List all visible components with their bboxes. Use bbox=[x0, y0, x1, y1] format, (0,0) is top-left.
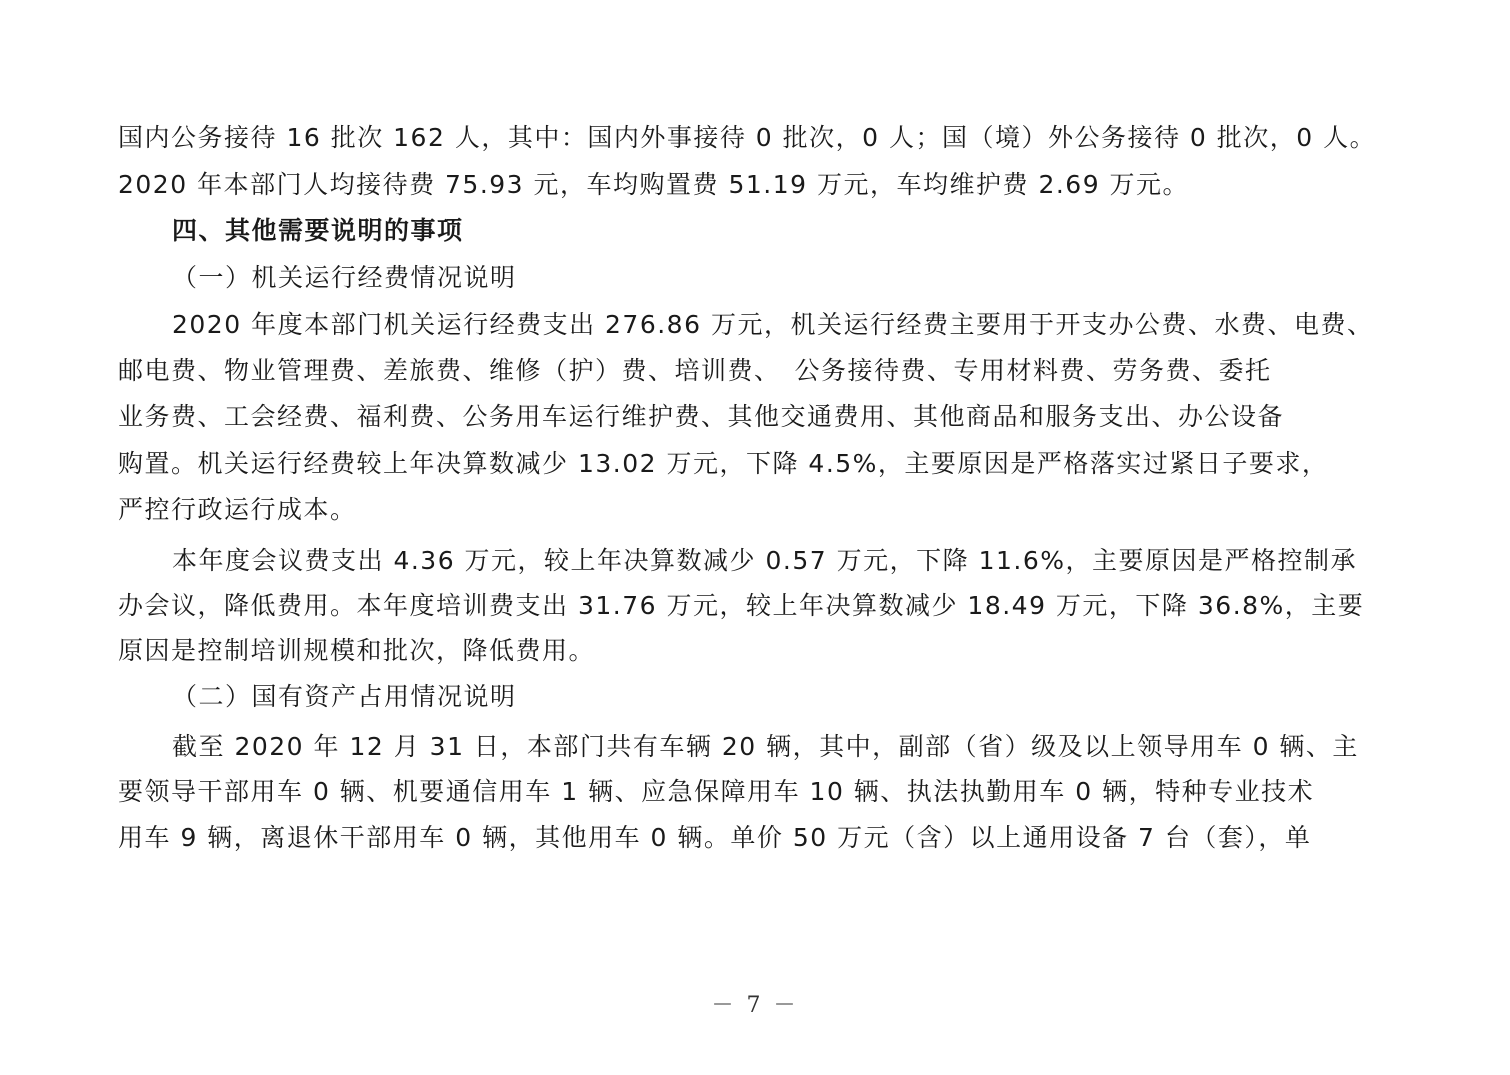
text-line: 原因是控制培训规模和批次，降低费用。 bbox=[118, 636, 596, 665]
text-line: 业务费、工会经费、福利费、公务用车运行维护费、其他交通费用、其他商品和服务支出、办公设备 bbox=[118, 402, 1285, 431]
text-line: 截至 2020 年 12 月 31 日，本部门共有车辆 20 辆，其中，副部（省）级及以上领导用车 0 辆、主 bbox=[172, 732, 1359, 761]
subsection-heading: （一）机关运行经费情况说明 bbox=[172, 263, 517, 292]
text-line: 严控行政运行成本。 bbox=[118, 495, 357, 524]
text-line: 本年度会议费支出 4.36 万元，较上年决算数减少 0.57 万元，下降 11.6%，主要原因是严格控制承 bbox=[172, 546, 1357, 575]
text-line: 邮电费、物业管理费、差旅费、维修（护）费、培训费、 公务接待费、专用材料费、劳务费、委托 bbox=[118, 356, 1272, 385]
text-line: 用车 9 辆，离退休干部用车 0 辆，其他用车 0 辆。单价 50 万元（含）以上通用设备 7 台（套），单 bbox=[118, 823, 1312, 852]
section-heading: 四、其他需要说明的事项 bbox=[172, 216, 464, 245]
subsection-heading: （二）国有资产占用情况说明 bbox=[172, 682, 517, 711]
text-line: 国内公务接待 16 批次 162 人，其中：国内外事接待 0 批次，0 人；国（境）外公务接待 0 批次，0 人。 bbox=[118, 123, 1377, 152]
text-line: 2020 年本部门人均接待费 75.93 元，车均购置费 51.19 万元，车均维护费 2.69 万元。 bbox=[118, 170, 1190, 199]
text-line: 购置。机关运行经费较上年决算数减少 13.02 万元，下降 4.5%，主要原因是严格落实过紧日子要求， bbox=[118, 449, 1329, 478]
text-line: 办会议，降低费用。本年度培训费支出 31.76 万元，较上年决算数减少 18.49 万元，下降 36.8%，主要 bbox=[118, 591, 1365, 620]
text-line: 要领导干部用车 0 辆、机要通信用车 1 辆、应急保障用车 10 辆、执法执勤用车 0 辆，特种专业技术 bbox=[118, 777, 1315, 806]
text-line: 2020 年度本部门机关运行经费支出 276.86 万元，机关运行经费主要用于开支办公费、水费、电费、 bbox=[172, 310, 1374, 339]
page-number: － 7 － bbox=[711, 993, 799, 1018]
